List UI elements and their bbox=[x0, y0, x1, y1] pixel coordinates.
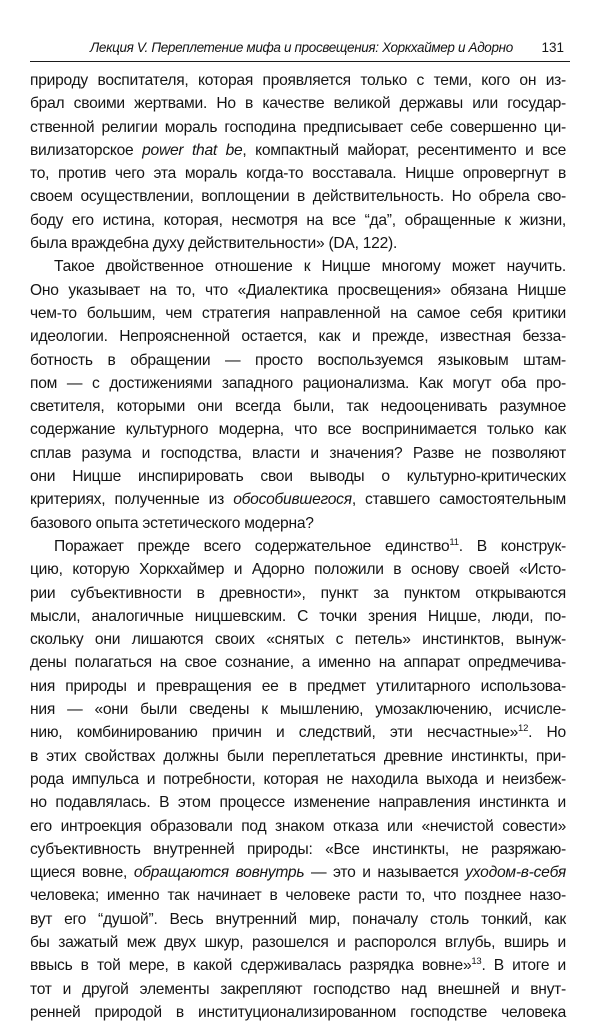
text-line: они Ницше инспирировать свои выводы о культурно-критических bbox=[30, 468, 566, 486]
text-line: ботность в обращении — просто воспользуемся языковым штам- bbox=[30, 351, 566, 369]
running-title: Лекция V. Переплетение мифа и просвещения: Хоркхаймер и Адорно bbox=[90, 40, 513, 55]
text-line: природу воспитателя, которая проявляется только с теми, кого он из- bbox=[30, 72, 566, 89]
italic-phrase: уходом-в-себя bbox=[465, 864, 566, 882]
text-line: чем-то большим, чем стратегия направленной на самое себя критики bbox=[30, 304, 566, 322]
italic-phrase: power that be bbox=[142, 141, 243, 159]
text-line: светителя, которыми они всегда были, так недооценивать разумное bbox=[30, 398, 566, 416]
text-line: ния природы и превращения ее в предмет утилитарного использова- bbox=[30, 677, 566, 695]
text-line: скольку они лишаются своих «снятых с петель» инстинктов, вынуж- bbox=[30, 631, 566, 649]
text-line: бы зажатый меж двух шкур, разошелся и распоролся вглубь, вширь и bbox=[30, 933, 566, 951]
text-line: мысли, аналогичные ницшевским. С точки зрения Ницше, люди, по- bbox=[30, 607, 566, 625]
text-line: сплав разума и господства, власти и значения? Разве не позволяют bbox=[30, 444, 566, 462]
text-line: была враждебна духу действительности» (DA, 122). bbox=[30, 235, 398, 253]
body-text bbox=[30, 69, 566, 1024]
text-line: тот и другой элементы закрепляют господство над внешней и внут- bbox=[30, 980, 566, 998]
text-line: ренней природой в институционализированном господстве человека bbox=[30, 1003, 566, 1021]
page-number: 131 bbox=[541, 40, 564, 55]
italic-phrase: обращаются вовнутрь bbox=[133, 864, 305, 882]
text-line: содержание культурного модерна, что все воспринимается только как bbox=[30, 421, 566, 439]
text-line: субъективность внутренней природы: «Все инстинкты, не разряжаю- bbox=[30, 840, 566, 858]
text-line: пом — с достижениями западного рационализма. Как могут оба про- bbox=[30, 374, 566, 392]
text-line: боду его истина, которая, несмотря на все “да”, обращенные к жизни, bbox=[30, 211, 566, 229]
text-line: Такое двойственное отношение к Ницше многому может научить. bbox=[54, 258, 566, 276]
text-line: своем осуществлении, воплощении в действительность. Но обрела сво- bbox=[30, 188, 566, 206]
footnote-ref: 13 bbox=[471, 956, 482, 968]
text-line: рода импульса и потребности, которая не находила выхода и неизбеж- bbox=[30, 770, 566, 788]
text-line: рии субъективности в древности», пункт за пунктом открываются bbox=[30, 584, 566, 602]
text-line: критериях, полученные из обособившегося, ставшего самостоятельным bbox=[30, 491, 567, 509]
text-line: ввысь в той мере, в какой сдерживалась разрядка вовне»$^{13}$. В итоге и bbox=[30, 956, 566, 975]
text-line: цию, которую Хоркхаймер и Адорно положили в основу своей «Исто- bbox=[30, 561, 566, 579]
text-line: вут его “душой”. Весь внутренний мир, поначалу столь тонкий, как bbox=[30, 910, 566, 928]
text-line: Поражает прежде всего содержательное единство$^{11}$. В конструк- bbox=[54, 536, 566, 555]
text-line: то, против чего эта мораль когда-то восставала. Ницше опровергнут в bbox=[30, 165, 566, 183]
text-line: дены полагаться на свое сознание, а именно на аппарат опредмечива- bbox=[30, 654, 566, 672]
italic-phrase: обособившегося bbox=[233, 491, 352, 509]
text-line: нию, комбинированию причин и следствий, эти несчастные»$^{12}$. Но bbox=[30, 723, 566, 742]
text-line: вилизаторское power that be, компактный майорат, ресентименто и все bbox=[30, 141, 566, 159]
footnote-ref: 12 bbox=[518, 723, 529, 735]
text-line: Оно указывает на то, что «Диалектика просвещения» обязана Ницше bbox=[30, 281, 566, 299]
text-line: брал своими жертвами. Но в качестве великой державы или государ- bbox=[30, 95, 566, 113]
text-line: ния — «они были сведены к мышлению, умозаключению, исчисле- bbox=[30, 701, 566, 719]
text-line: человека; именно так начинает в человеке расти то, что позднее назо- bbox=[30, 887, 566, 905]
text-line: щиеся вовне, обращаются вовнутрь — это и называется уходом-в-себя bbox=[30, 864, 566, 882]
running-header bbox=[30, 32, 570, 62]
text-line: его интроекция образовали под знаком отказа или «нечистой совести» bbox=[30, 817, 566, 835]
text-line: базового опыта эстетического модерна? bbox=[30, 514, 314, 532]
footnote-ref: 11 bbox=[449, 536, 459, 548]
text-line: в этих свойствах должны были переплетаться древние инстинкты, при- bbox=[30, 747, 566, 765]
text-line: но подавлялась. В этом процессе изменение направления инстинкта и bbox=[30, 794, 566, 812]
text-line: ственной религии мораль господина предписывает себе совершенно ци- bbox=[30, 118, 566, 136]
text-line: идеологии. Непроясненной остается, как и прежде, известная безза- bbox=[30, 328, 566, 346]
